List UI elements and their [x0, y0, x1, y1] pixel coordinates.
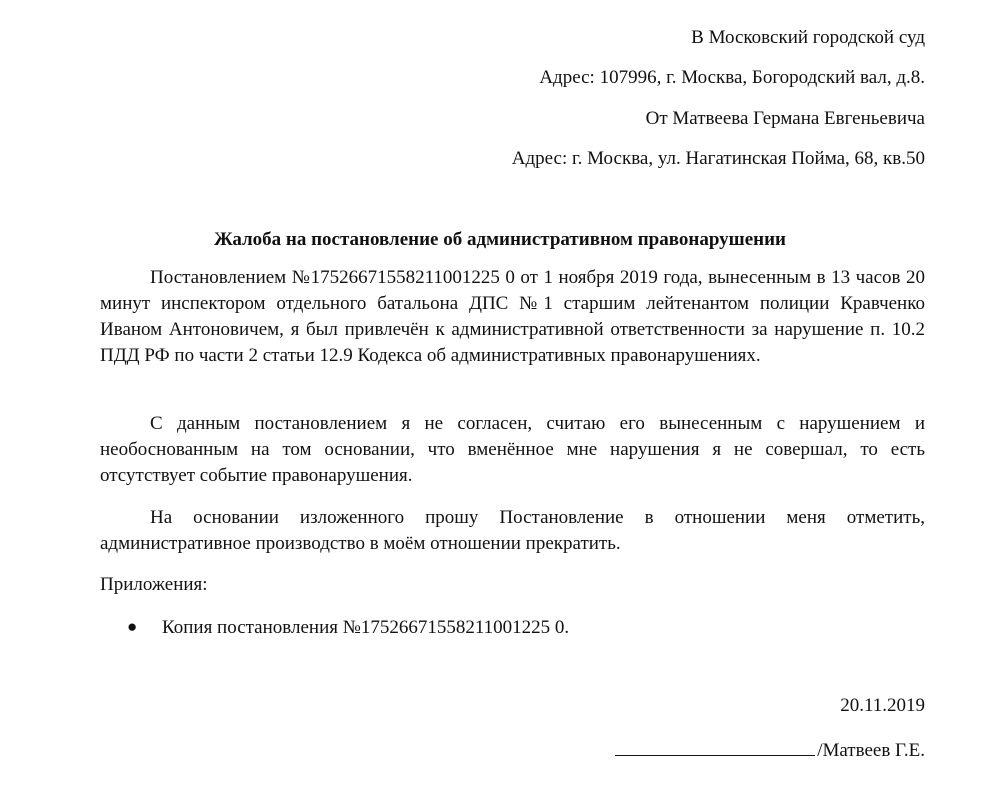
paragraph-3: На основании изложенного прошу Постановление в отношении меня отметить, административное производство в моём отношении прекратить. [100, 507, 925, 554]
signature-block [615, 737, 925, 760]
sender-line: От Матвеева Германа Евгеньевича [645, 108, 925, 129]
document-title: Жалоба на постановление об административном правонарушении [214, 229, 786, 250]
signature-line [615, 737, 815, 756]
sender-address-line: Адрес: г. Москва, ул. Нагатинская Пойма, 68, кв.50 [511, 148, 925, 169]
attachment-item: Копия постановления №17526671558211001225 0. [162, 617, 570, 638]
document-date: 20.11.2019 [840, 695, 925, 716]
paragraph-2: С данным постановлением я не согласен, считаю его вынесенным с нарушением и необоснованным на том основании, что вменённое мне нарушения я не совершал, то есть отсутствует событие правонарушения. [100, 413, 925, 486]
bullet-icon: ● [127, 617, 138, 636]
addressee-line: В Московский городской суд [691, 27, 925, 48]
signature-name: /Матвеев Г.Е. [817, 740, 925, 761]
paragraph-1: Постановлением №17526671558211001225 0 от 1 ноября 2019 года, вынесенным в 13 часов 20 минут инспектором отдельного батальона ДПС №1 старшим лейтенантом полиции Кравченко Иваном Антоновичем, я был привлечён к административной ответственности за нарушение п. 10.2 ПДД РФ по части 2 статьи 12.9 Кодекса об административных правонарушениях. [100, 267, 925, 366]
addressee-address-line: Адрес: 107996, г. Москва, Богородский вал, д.8. [539, 67, 925, 88]
attachments-label: Приложения: [100, 574, 208, 595]
